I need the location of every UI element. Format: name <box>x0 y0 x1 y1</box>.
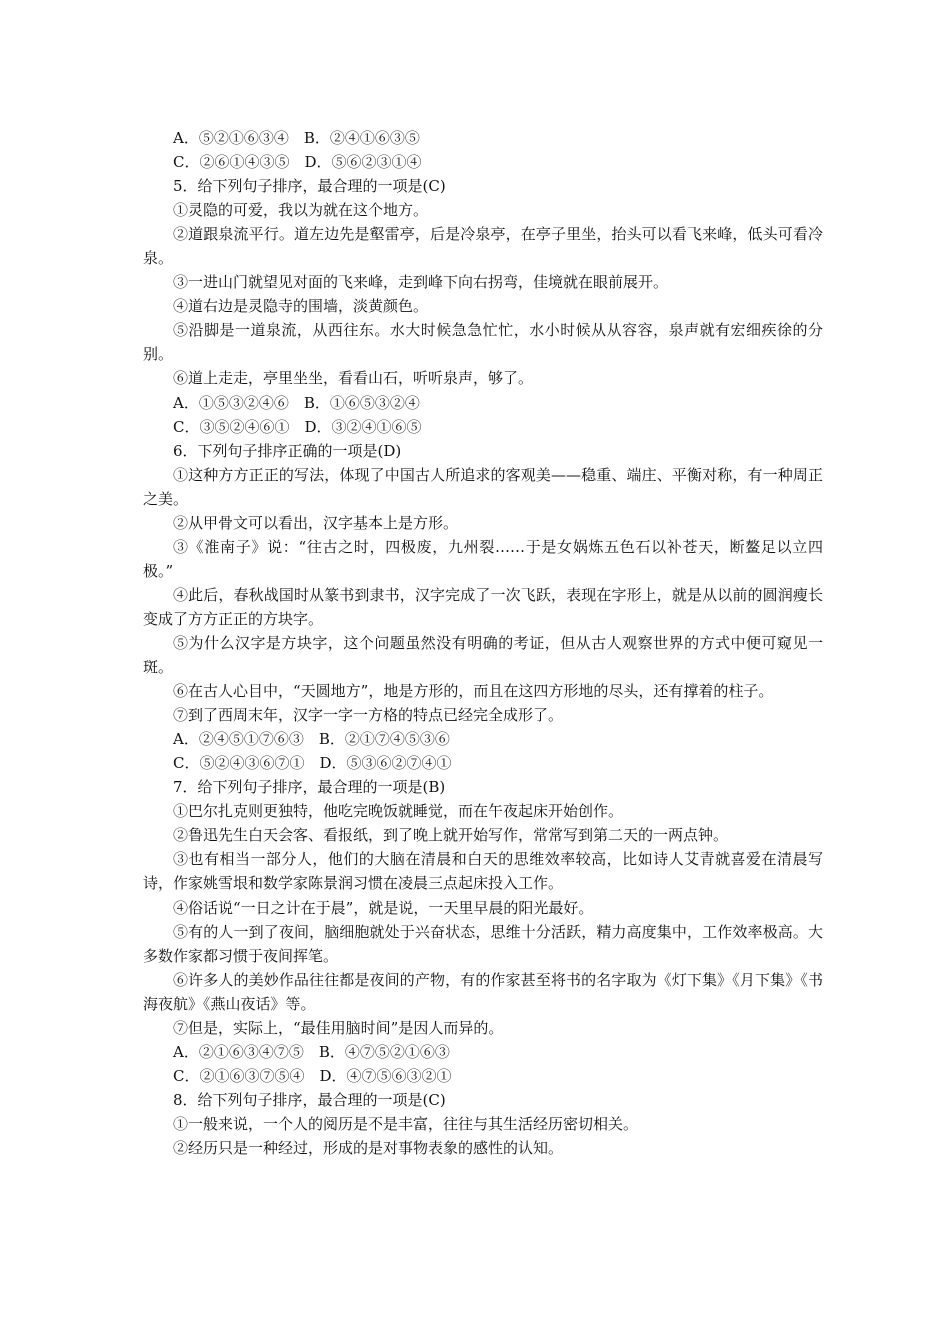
q8-sentence-2: ②经历只是一种经过，形成的是对事物表象的感性的认知。 <box>173 1138 564 1157</box>
q4-options-ab: A．⑤②①⑥③④ B．②④①⑥③⑤ <box>173 129 420 147</box>
q6-sentence-2: ②从甲骨文可以看出，汉字基本上是方形。 <box>173 513 459 532</box>
q8-sentence-1: ①一般来说，一个人的阅历是不是丰富，往往与其生活经历密切相关。 <box>173 1114 639 1133</box>
q7-sentence-1: ①巴尔扎克则更独特，他吃完晚饭就睡觉，而在午夜起床开始创作。 <box>173 802 624 821</box>
q8-title: 8．给下列句子排序，最合理的一项是(C) <box>173 1090 446 1109</box>
q7-options-cd: C．②①⑥③⑦⑤④ D．④⑦⑤⑥③②① <box>173 1066 452 1085</box>
q7-title: 7．给下列句子排序，最合理的一项是(B) <box>173 778 446 797</box>
q6-sentence-5: ⑤为什么汉字是方块字，这个问题虽然没有明确的考证，但从古人观察世界的方式中便可窥见一斑。 <box>143 633 823 677</box>
q6-sentence-1: ①这种方方正正的写法，体现了中国古人所追求的客观美——稳重、端庄、平衡对称，有一种周正之美。 <box>143 465 823 508</box>
q5-sentence-5: ⑤沿脚是一道泉流，从西往东。水大时候急急忙忙，水小时候从从容容，泉声就有宏细疾徐的分别。 <box>143 321 823 364</box>
q5-sentence-2: ②道跟泉流平行。道左边先是壑雷亭，后是冷泉亭，在亭子里坐，抬头可以看飞来峰，低头可看冷泉。 <box>143 225 823 268</box>
q7-sentence-3: ③也有相当一部分人，他们的大脑在清晨和白天的思维效率较高，比如诗人艾青就喜爱在清晨写诗，作家姚雪垠和数学家陈景润习惯在凌晨三点起床投入工作。 <box>143 850 823 893</box>
q6-title: 6．下列句子排序正确的一项是(D) <box>173 441 402 460</box>
q5-options-ab: A．①⑤③②④⑥ B．①⑥⑤③②④ <box>173 393 420 412</box>
q7-sentence-5: ⑤有的人一到了夜间，脑细胞就处于兴奋状态，思维十分活跃，精力高度集中，工作效率极高。大多数作家都习惯于夜间挥笔。 <box>143 922 823 965</box>
q7-sentence-7: ⑦但是，实际上，“最佳用脑时间”是因人而异的。 <box>173 1018 504 1037</box>
q5-sentence-4: ④道右边是灵隐寺的围墙，淡黄颜色。 <box>173 297 429 316</box>
q5-sentence-3: ③一进山门就望见对面的飞来峰，走到峰下向右拐弯，佳境就在眼前展开。 <box>173 273 669 292</box>
q6-sentence-3: ③《淮南子》说：“往古之时，四极废，九州裂……于是女娲炼五色石以补苍天，断鳌足以立四极。” <box>143 537 823 580</box>
q6-sentence-7: ⑦到了西周末年，汉字一字一方格的特点已经完全成形了。 <box>173 706 564 725</box>
q6-sentence-6: ⑥在古人心目中，“天圆地方”，地是方形的，而且在这四方形地的尽头，还有撑着的柱子。 <box>173 682 774 701</box>
exam-text-body <box>143 126 823 1160</box>
q6-options-cd: C．⑤②④③⑥⑦① D．⑤③⑥②⑦④① <box>173 754 452 773</box>
q5-sentence-1: ①灵隐的可爱，我以为就在这个地方。 <box>173 201 429 220</box>
q7-sentence-2: ②鲁迅先生白天会客、看报纸，到了晚上就开始写作，常常写到第二天的一两点钟。 <box>173 826 729 845</box>
q5-options-cd: C．③⑤②④⑥① D．③②④①⑥⑤ <box>173 417 422 436</box>
q6-options-ab: A．②④⑤①⑦⑥③ B．②①⑦④⑤③⑥ <box>173 730 450 749</box>
q4-options-cd: C．②⑥①④③⑤ D．⑤⑥②③①④ <box>173 153 422 172</box>
q5-title: 5．给下列句子排序，最合理的一项是(C) <box>173 177 446 196</box>
q7-sentence-4: ④俗话说“一日之计在于晨”，就是说，一天里早晨的阳光最好。 <box>173 898 594 917</box>
q6-sentence-4: ④此后，春秋战国时从篆书到隶书，汉字完成了一次飞跃，表现在字形上，就是从以前的圆润瘦长变成了方方正正的方块字。 <box>143 585 823 628</box>
q5-sentence-6: ⑥道上走走，亭里坐坐，看看山石，听听泉声，够了。 <box>173 369 534 388</box>
q7-sentence-6: ⑥许多人的美妙作品往往都是夜间的产物，有的作家甚至将书的名字取为《灯下集》《月下集》《书海夜航》《燕山夜话》等。 <box>143 970 823 1013</box>
q7-options-ab: A．②①⑥③④⑦⑤ B．④⑦⑤②①⑥③ <box>173 1042 450 1061</box>
